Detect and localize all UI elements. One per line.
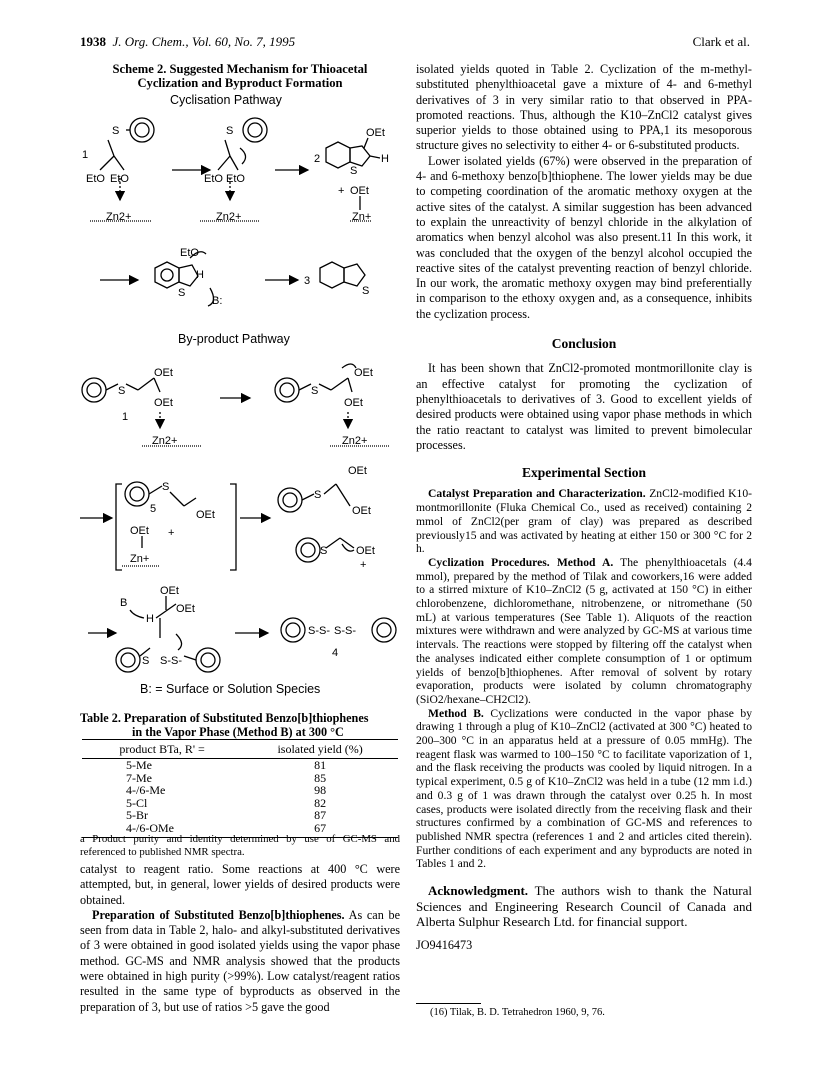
svg-text:OEt: OEt — [130, 525, 149, 537]
footnote-16: (16) Tilak, B. D. Tetrahedron 1960, 9, 76. — [430, 1007, 605, 1018]
table-row: 4-/6-Me 98 — [126, 783, 327, 798]
svg-text:1: 1 — [82, 149, 89, 161]
svg-text:EtO: EtO — [204, 173, 223, 185]
svg-text:S: S — [362, 285, 370, 297]
paragraph: Method B. Cyclizations were conducted in the vapor phase by drawing 1 through a plug of K10–ZnCl2 (activated at 300 °C) heated to 200–300 °C in an apparatus held at a pressure of 0.05 mmHg). The reagent flask was warmed to 100–150 °C to facilitate vaporization of 1, and the flask receiving the products was cooled by liquid nitrogen. In a typical experiment, 0.5 g of K10–ZnCl2 was held in a tube (12 mm i.d.) and 0.3 g of 1 was drawn through the catalyst over 0.25 h. In most cases, products were isolated directly from the receiving flask and their structures confirmed by a combination of GC-MS and references to published NMR spectra (references 1 and 2 and articles cited therein). Further conditions of each experiment and any byproducts are noted in Tables 1 and 2. — [416, 706, 752, 871]
svg-text:Zn+: Zn+ — [352, 211, 372, 223]
svg-text:OEt: OEt — [352, 505, 371, 517]
svg-text:2: 2 — [314, 153, 321, 165]
reaction-scheme — [80, 108, 405, 680]
svg-text:OEt: OEt — [356, 545, 375, 557]
svg-text:B: B — [120, 597, 128, 609]
table-row: 5-Br 87 — [126, 808, 327, 823]
svg-text:+: + — [338, 185, 345, 197]
svg-text:OEt: OEt — [154, 367, 173, 379]
svg-text:S: S — [320, 545, 328, 557]
svg-text:H: H — [381, 153, 389, 165]
svg-text:+: + — [168, 527, 175, 539]
svg-text:OEt: OEt — [154, 397, 173, 409]
svg-text:S: S — [314, 489, 322, 501]
svg-text:OEt: OEt — [366, 127, 385, 139]
svg-text:S: S — [350, 165, 358, 177]
svg-text:Zn2+: Zn2+ — [152, 435, 178, 447]
svg-text:S: S — [311, 385, 319, 397]
svg-text:S: S — [162, 481, 170, 493]
svg-text:S: S — [118, 385, 126, 397]
svg-text:S-S-: S-S- — [334, 625, 356, 637]
svg-text:S-S-: S-S- — [160, 655, 182, 667]
svg-text:5: 5 — [150, 503, 157, 515]
molecule-structures — [80, 118, 396, 672]
svg-text:OEt: OEt — [196, 509, 215, 521]
manuscript-code: JO9416473 — [416, 937, 473, 952]
svg-text:S-S-: S-S- — [308, 625, 330, 637]
svg-text:S: S — [142, 655, 150, 667]
left-column-text — [80, 862, 400, 1015]
acknowledgment: Acknowledgment. The authors wish to thank the Natural Sciences and Engineering Research Council of Canada and Alberta Sulphur Research Ltd. for financial support. — [416, 883, 752, 930]
table2-title: Table 2. Preparation of Substituted Benzo[b]thiophenes in the Vapor Phase (Method B) at 300 °C — [80, 711, 369, 739]
svg-text:3: 3 — [304, 275, 311, 287]
svg-text:Zn2+: Zn2+ — [216, 211, 242, 223]
svg-text:Zn2+: Zn2+ — [106, 211, 132, 223]
scheme-legend: B: = Surface or Solution Species — [140, 682, 321, 696]
svg-text:Zn2+: Zn2+ — [342, 435, 368, 447]
svg-text:H: H — [146, 613, 154, 625]
svg-text:OEt: OEt — [160, 585, 179, 597]
svg-text:OEt: OEt — [350, 185, 369, 197]
table-row: 4-/6-OMe 67 — [82, 822, 398, 837]
svg-text:EtO: EtO — [226, 173, 245, 185]
svg-text:S: S — [112, 125, 120, 137]
table-row: 5-Cl 82 — [126, 795, 327, 810]
page-number: 1938 — [80, 34, 106, 49]
svg-text:S: S — [178, 287, 186, 299]
table-row: 7-Me 85 — [126, 770, 327, 785]
svg-text:Zn+: Zn+ — [130, 553, 150, 565]
experimental-heading: Experimental Section — [521, 465, 647, 481]
svg-text:OEt: OEt — [348, 465, 367, 477]
table-row: 5-Me 81 — [126, 758, 327, 772]
table2 — [82, 739, 398, 838]
footnote-rule — [416, 1003, 481, 1004]
authors: Clark et al. — [692, 34, 750, 49]
atom-labels — [82, 125, 389, 667]
paragraph: catalyst to reagent ratio. Some reactions at 400 °C were attempted, but, in general, lower yields of desired products were obtained. — [80, 862, 400, 907]
byproduct-pathway-label: By-product Pathway — [178, 332, 290, 346]
svg-text:EtO: EtO — [110, 173, 129, 185]
journal-citation: J. Org. Chem., Vol. 60, No. 7, 1995 — [112, 34, 296, 49]
svg-text:OEt: OEt — [176, 603, 195, 615]
cyclisation-pathway-label: Cyclisation Pathway — [170, 93, 282, 107]
paragraph: Catalyst Preparation and Characterization. ZnCl2-modified K10-montmorillonite (Fluka Chemical Co., used as received) containing 2 mmol of ZnCl2(per gram of clay) was prepared as described previously15 and was activated by heating at either 150 or 300 °C for 2 h. — [416, 487, 752, 556]
paragraph: isolated yields quoted in Table 2. Cyclization of the m-methyl-substituted phenylthioacetal gave a mixture of 4- and 6-methyl derivatives of 3 in very similar ratio to that observed in PPA-promoted reactions. Thus, although the K10–ZnCl2 catalyst gives superior yields to those obtained using to PPA,1 its mesoporous structure gives no selectivity to either 4- or 6-substituted products. — [416, 62, 752, 153]
svg-text:+: + — [360, 559, 367, 571]
svg-text:S: S — [226, 125, 234, 137]
right-column-text — [416, 62, 752, 953]
svg-text:1: 1 — [122, 411, 129, 423]
svg-text:4: 4 — [332, 647, 339, 659]
svg-text:OEt: OEt — [354, 367, 373, 379]
paragraph: Lower isolated yields (67%) were observed in the preparation of 4- and 6-methoxy benzo[b]thiophene. The lower yields may be due to competing coordination of the aromatic methoxy oxygen at the active sites of the catalyst. A similar suggestion has been advanced to explain the unreactivity of benzyl chloride in the alkylation of aromatics when benzyl alcohol was also present.11 In this work, it was concluded that the oxygen of the benzyl alcohol occupied the reactive sites of the catalyst preventing reaction of benzyl chloride. In our work, the aromatic methoxy oxygen may bind preferentially in comparison to the ethoxy oxygen and, as a consequence, inhibits the cyclization process. — [416, 153, 752, 321]
svg-text:H: H — [196, 269, 204, 281]
svg-text:EtO: EtO — [180, 247, 199, 259]
paragraph: It has been shown that ZnCl2-promoted montmorillonite clay is an effective catalyst for promoting the cyclization of phenylthioacetals to derivatives of 3. Good to excellent yields of desired products were obtained using vapor phase methods in which the ratio reactant to catalyst was limited to prevent bimolecular processes. — [416, 361, 752, 452]
scheme-title: Scheme 2. Suggested Mechanism for Thioacetal Cyclization and Byproduct Formation — [112, 62, 368, 90]
paragraph: Preparation of Substituted Benzo[b]thiophenes. As can be seen from data in Table 2, halo- and alkyl-substituted derivatives of 3 were obtained in good isolated yields using the vapor phase method. GC-MS and NMR analysis showed that the products were obtained in high purity (>99%). Low catalyst/reagent ratios resulted in the same type of byproducts as observed in the preparation of 3, but use of ratios >5 gave the good — [80, 907, 401, 1014]
svg-text:EtO: EtO — [86, 173, 105, 185]
conclusion-heading: Conclusion — [551, 336, 617, 352]
svg-text:B:: B: — [212, 295, 223, 307]
table2-col-yield: isolated yield (%) — [242, 740, 398, 759]
table2-col-product: product BTa, R' = — [82, 740, 242, 759]
paragraph: Cyclization Procedures. Method A. The phenylthioacetals (4.4 mmol), prepared by the method of Tilak and coworkers,16 were added to a stirred mixture of K10–ZnCl2 (5 g, activated at 150 °C) in either chlorobenzene, dichloromethane, nitrobenzene, or nitromethane (50 mL) at various temperatures (See Table 1). Aliquots of the reaction mixtures were withdrawn and were analyzed by GC-MS at various time intervals. The reactions were stopped by filtering off the catalyst when the analyses indicated either complete consumption of 1 or optimum yields of benzo[b]thiophenes. After removal of solvent by rotary evaporation, products were isolated by column chromatography (SiO2/hexane–CH2Cl2). — [416, 555, 752, 706]
svg-text:OEt: OEt — [344, 397, 363, 409]
table2-footnote: a Product purity and identity determined by use of GC-MS and referenced to published NMR spectra. — [80, 833, 400, 858]
